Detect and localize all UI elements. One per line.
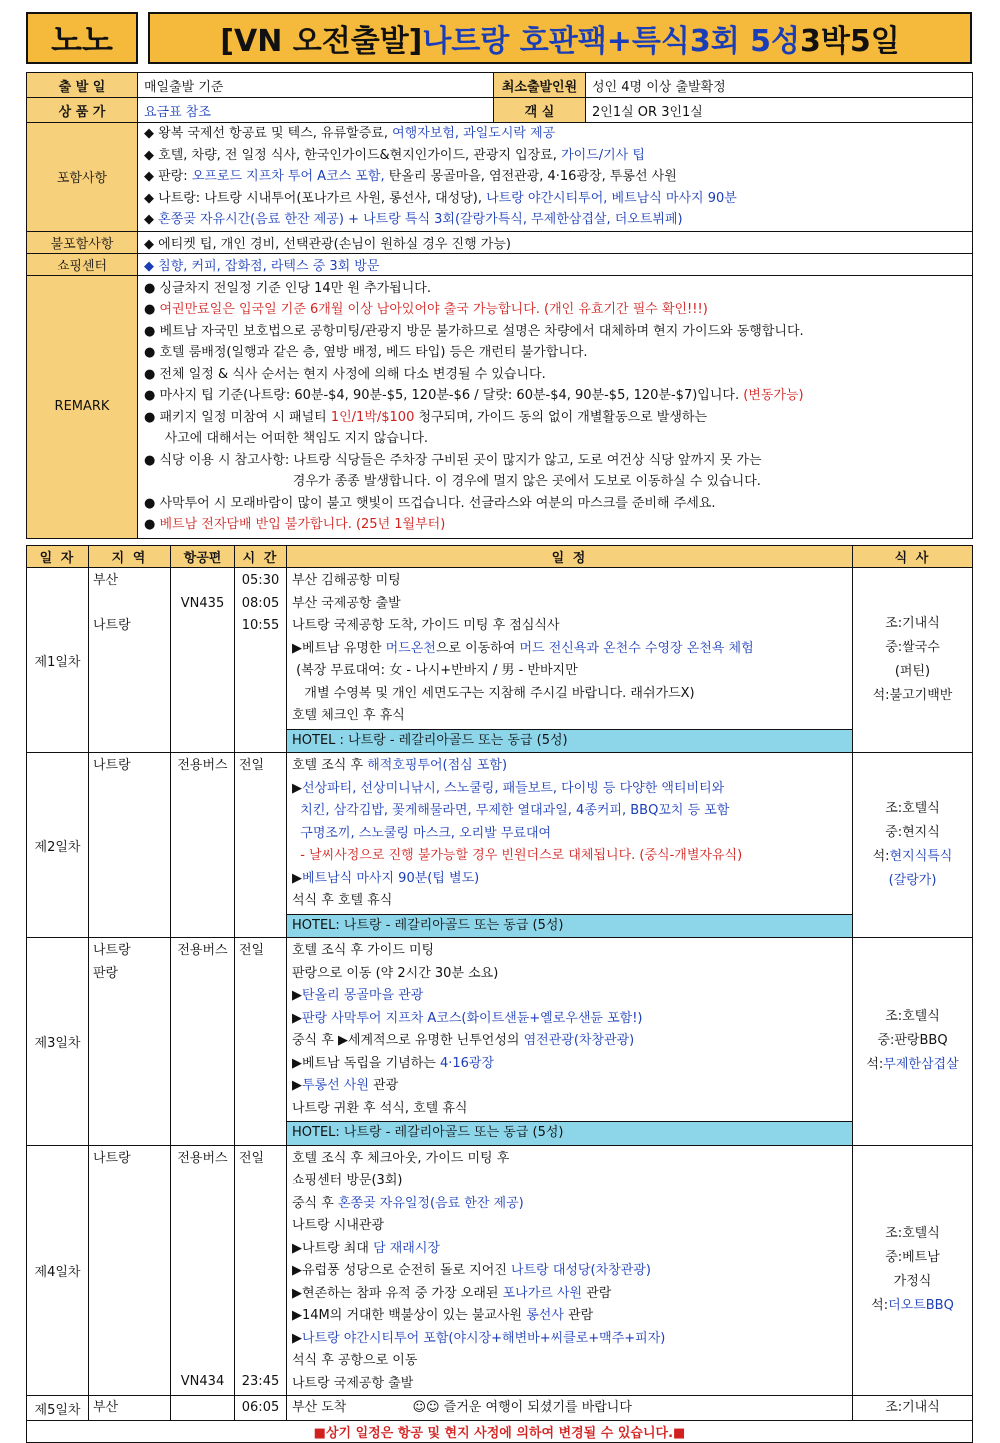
flight-cell [171,753,235,938]
include-line [144,166,966,188]
schedule-line [287,1238,852,1261]
meal-special: 현지식특식 [889,849,953,864]
schedule-highlight: 베트남식 마사지 90분(팁 별도) [302,870,480,886]
time-value: 전일 [239,758,265,773]
meal-line [853,1005,972,1029]
remark-text: ● 식당 이용 시 참고사항: 나트랑 식당들은 주차장 구비된 곳이 많지가 않고, 도로 여건상 식당 앞까지 못 가는 [144,452,762,468]
departure-row [27,73,973,98]
region-cell [89,753,171,938]
meal-text: 조:기내식 [885,616,940,631]
schedule-cell [287,938,853,1146]
meal-text: 조:호텔식 [885,801,940,816]
meal-line [853,1396,972,1420]
meal-text: 조:호텔식 [885,1226,940,1242]
schedule-line [287,1098,852,1121]
region-name [93,593,164,616]
meal-line [853,612,972,636]
remark-text: ● 호텔 룸배정(일행과 같은 층, 옆방 배정, 베드 타입) 등은 개런티 불가합니다. [144,345,588,360]
schedule-highlight: 혼쫑곶 자유일정(음료 한잔 제공) [337,1195,524,1211]
remark-line [144,450,966,472]
remark-line [144,407,966,429]
time-value: 전일 [239,1150,265,1166]
schedule-line [287,660,852,683]
schedule-highlight: 판랑 사막투어 지프차 A코스(화이트샌듄+옐로우샌듄 포함!) [302,1010,643,1026]
remark-line [144,278,966,300]
itinerary-header-row [27,546,973,568]
schedule-highlight: 치킨, 삼각김밥, 꽃게해물라면, 무제한 열대과일, 4종커피, BBQ꼬치 등 포함 [300,803,730,818]
remark-list [138,275,973,538]
schedule-highlight: 담 재래시장 [373,1240,440,1256]
meal-text: 중:쌀국수 [885,640,940,655]
flight-code [171,1397,234,1420]
remark-text: ● 마사지 팁 기준(나트랑: 60분-$4, 90분-$5, 120분-$6 / 달랏: 60분-$4, 90분-$5, 120분-$7)입니다. [144,388,744,403]
meal-line [853,845,972,869]
schedule-highlight: 롱선사 [526,1308,564,1323]
schedule-text: ▶유럽풍 성당으로 순전히 돌로 지어진 [292,1263,512,1278]
itinerary-row [27,753,973,938]
include-list [138,123,973,232]
meal-line [853,821,972,845]
meal-cell [853,753,973,938]
schedule-line [287,615,852,638]
schedule-line [287,1328,852,1351]
include-label: 포함사항 [27,123,138,232]
schedule-text: (복장 무료대여: 女 - 나시+반바지 / 男 - 반바지만 [292,663,578,678]
schedule-line [287,570,852,593]
hotel-bar: HOTEL: 나트랑 - 레갈리아골드 또는 동급 (5성) [287,914,852,938]
flight-cell [171,1145,235,1396]
meal-line [853,1029,972,1053]
remark-text: ● 패키지 일정 미참여 시 패널티 [144,409,331,425]
day-label: 제3일차 [27,938,89,1146]
time-value-return: 23:45 [241,1373,280,1389]
schedule-text: ▶ [292,870,302,886]
footer-row [27,1421,973,1443]
schedule-text: 석식 후 공항으로 이동 [292,1353,418,1368]
remark-line [144,342,966,364]
schedule-text: ▶ [292,1078,302,1093]
schedule-line [287,683,852,706]
meal-text: 석: [871,1298,889,1314]
schedule-text: ▶ [292,780,302,796]
col-schedule-header: 일 정 [287,546,853,568]
min-value: 성인 4명 이상 출발확정 [586,73,973,98]
time-value: 전일 [239,943,265,958]
day-label: 제4일차 [27,1145,89,1396]
schedule-text-mid: 관람 [563,1308,594,1323]
exclude-label: 불포함사항 [27,231,138,253]
remark-text: ● [144,517,160,532]
schedule-text: ▶ [292,1330,302,1346]
meal-text: 석: [872,849,890,864]
meal-text: 조:호텔식 [885,1009,940,1025]
schedule-highlight: 나트랑 대성당(차창관광) [511,1263,651,1278]
itinerary-table [26,545,973,1443]
hotel-bar: HOTEL : 나트랑 - 레갈리아골드 또는 동급 (5성) [287,729,852,753]
schedule-text: 나트랑 귀환 후 석식, 호텔 휴식 [292,1100,468,1116]
remark-line [144,321,966,343]
day-label: 제1일차 [27,568,89,753]
schedule-line [287,1305,852,1328]
remark-warning: 여권만료일은 입국일 기준 6개월 이상 남아있어야 출국 가능합니다. (개인 유효기간 필수 확인!!!) [159,302,708,317]
remark-line [144,428,966,450]
price-label: 상 품 가 [27,98,138,123]
meal-cell [853,1396,973,1421]
exclude-row [27,231,973,253]
title-suffix: 3박5일 [799,24,900,59]
time-value: 10:55 [241,618,280,633]
meal-cell [853,938,973,1146]
meal-text: 중:현지식 [885,825,940,840]
meal-line [853,684,972,708]
meal-text: 중:판랑BBQ [877,1033,948,1049]
meal-text: 중:베트남 [885,1250,940,1266]
min-label: 최소출발인원 [494,73,586,98]
schedule-text: 쇼핑센터 방문(3회) [292,1173,403,1188]
remark-row [27,275,973,538]
remark-warning: 베트남 전자담배 반입 불가합니다. (25년 1월부터) [159,517,446,532]
schedule-text: 나트랑 국제공항 도착, 가이드 미팅 후 점심식사 [292,618,560,633]
schedule-highlight-tail: 머드 전신욕과 온천수 수영장 온천욕 체험 [519,640,754,656]
schedule-line [287,1350,852,1373]
hotel-bar: HOTEL: 나트랑 - 레갈리아골드 또는 동급 (5성) [287,1121,852,1145]
include-line [144,145,966,167]
schedule-text: 중식 후 ▶세계적으로 유명한 닌투언성의 [292,1033,524,1048]
title-highlight: 나트랑 호판팩+특식3회 5성 [422,24,800,59]
time-value: 05:30 [241,573,280,588]
schedule-line [287,1170,852,1193]
room-label: 객 실 [494,98,586,123]
region-name: 나트랑 [93,943,131,958]
flight-code: 전용버스 [177,758,228,773]
schedule-text-mid: - 날씨사정으로 진행 불가능할 경우 빈원더스로 대체됩니다. (중식-개별자유식) [300,848,743,863]
shop-label: 쇼핑센터 [27,253,138,275]
include-highlight: 여행자보험, 과일도시락 제공 [392,126,556,141]
time-cell [235,938,287,1146]
schedule-line [287,1397,852,1420]
remark-line [144,514,966,536]
header [26,12,972,64]
remark-text: ● 전체 일정 & 식사 순서는 현지 사정에 의해 다소 변경될 수 있습니다. [144,366,546,382]
schedule-text: 부산 도착 ☺☺ 즐거운 여행이 되셨기를 바랍니다 [292,1399,632,1415]
remark-line [144,299,966,321]
region-name: 나트랑 [93,758,131,773]
schedule-highlight: 4·16광장 [439,1055,495,1071]
col-meal-header: 식 사 [853,546,973,568]
departure-value: 매일출발 기준 [138,73,494,98]
departure-label: 출 발 일 [27,73,138,98]
remark-line [144,471,966,493]
schedule-highlight: 선상파티, 선상미니낚시, 스노쿨링, 패들보트, 다이빙 등 다양한 액티비티와 [302,780,725,796]
meal-special: 무제한삼겹살 [883,1057,959,1073]
schedule-highlight: 투롱선 사원 [302,1078,369,1093]
schedule-text-mid: 관광 [368,1078,399,1093]
schedule-text: ▶현존하는 참파 유적 중 가장 오래된 [292,1285,503,1301]
time-cell [235,568,287,753]
info-table [26,72,973,539]
brand-badge: 노노 [26,12,138,64]
schedule-highlight: 머드온천 [385,640,436,656]
remark-warning: (변동가능) [743,388,804,403]
schedule-line [287,1260,852,1283]
schedule-highlight: 포나가르 사원 [502,1285,583,1301]
include-line [144,188,966,210]
include-text: ◆ 호텔, 차량, 전 일정 식사, 한국인가이드&현지인가이드, 관광지 입장료, [144,147,562,163]
meal-text: 조:기내식 [885,1400,940,1415]
itinerary-row [27,938,973,1146]
itinerary-row [27,1396,973,1421]
include-text: ◆ 왕복 국제선 항공료 및 텍스, 유류할증료, [144,126,393,141]
region-name: 판랑 [93,965,119,981]
schedule-line [287,1053,852,1076]
time-value: 08:05 [241,595,280,611]
schedule-line [287,963,852,986]
remark-text: ● [144,302,160,317]
meal-line [853,1294,972,1318]
include-text: ◆ [144,212,159,227]
schedule-line [287,1008,852,1031]
schedule-highlight: 해적호핑투어(점심 포함) [367,758,508,773]
title-prefix: [VN 오전출발] [220,24,423,59]
remark-line [144,493,966,515]
region-name: 부산 [93,573,119,588]
schedule-text-mid: 관람 [582,1285,612,1301]
flight-code: 전용버스 [177,943,228,958]
meal-line [853,1053,972,1077]
schedule-cell [287,1145,853,1396]
schedule-text: 중식 후 [292,1195,338,1211]
remark-text: ● 사막투어 시 모래바람이 많이 불고 햇빛이 뜨겁습니다. 선글라스와 여분의 마스크를 준비해 주세요. [144,495,716,511]
flight-cell [171,1396,235,1421]
schedule-line [287,1148,852,1171]
schedule-highlight: 염전관광(차창관광) [523,1033,635,1048]
time-cell [235,1145,287,1396]
time-value: 06:05 [241,1399,280,1415]
schedule-line [287,705,852,728]
schedule-line [287,800,852,823]
schedule-cell [287,1396,853,1421]
itinerary-row [27,568,973,753]
schedule-line [287,593,852,616]
schedule-line [287,1030,852,1053]
region-cell [89,568,171,753]
schedule-line [287,778,852,801]
price-value: 요금표 참조 [138,98,494,123]
meal-special: (갈랑가) [888,873,937,888]
schedule-text: 호텔 조식 후 가이드 미팅 [292,943,435,958]
flight-code-return: VN434 [180,1373,225,1389]
meal-line [853,660,972,684]
remark-text: ● 베트남 자국민 보호법으로 공항미팅/관광지 방문 불가하므로 설명은 차량에서 대체하며 현지 가이드와 동행합니다. [144,323,804,339]
time-cell [235,1396,287,1421]
schedule-line [287,845,852,868]
schedule-text: 호텔 체크인 후 휴식 [292,708,405,723]
remark-label: REMARK [27,275,138,538]
schedule-cell [287,753,853,938]
schedule-text: 호텔 조식 후 [292,758,368,773]
include-line [144,123,966,145]
include-text: ◆ 판랑: [144,169,192,184]
schedule-highlight: 구명조끼, 스노쿨링 마스크, 오리발 무료대여 [300,825,552,841]
schedule-text: 부산 국제공항 출발 [292,595,401,611]
schedule-text: ▶베트남 유명한 [292,640,386,656]
region-name: 부산 [93,1399,119,1415]
schedule-highlight: 나트랑 야간시티투어 포함(야시장+해변바+씨클로+맥주+피자) [302,1330,666,1346]
schedule-line [287,985,852,1008]
col-flight-header: 항공편 [171,546,235,568]
itinerary-row [27,1145,973,1396]
schedule-text-mid: 으로 이동하여 [435,640,520,656]
day-label: 제2일차 [27,753,89,938]
region-cell [89,938,171,1146]
schedule-cell [287,568,853,753]
schedule-text: 개별 수영복 및 개인 세면도구는 지참해 주시길 바랍니다. 래쉬가드X) [292,685,695,701]
schedule-line [287,638,852,661]
meal-text: 석:불고기백반 [872,688,953,703]
flight-code: 전용버스 [177,1150,228,1166]
remark-text-tail: 청구되며, 가이드 동의 없이 개별활동으로 발생하는 [414,409,708,425]
shop-value: ◆ 침향, 커피, 잡화점, 라텍스 중 3회 방문 [138,253,973,275]
schedule-text: ▶나트랑 최대 [292,1240,374,1256]
region-name: 나트랑 [93,618,131,633]
schedule-line [287,868,852,891]
room-value: 2인1실 OR 3인1실 [586,98,973,123]
region-cell [89,1396,171,1421]
footer-note: ■상기 일정은 항공 및 현지 사정에 의하여 변경될 수 있습니다.■ [27,1421,973,1443]
schedule-line [287,1373,852,1396]
schedule-text: ▶베트남 독립을 기념하는 [292,1055,440,1071]
remark-warning: 1인/1박/$100 [330,409,415,425]
schedule-line [287,1075,852,1098]
meal-cell [853,568,973,753]
page-title [148,12,972,64]
include-row [27,123,973,232]
include-highlight: 오프로드 지프차 투어 A코스 포함, [191,169,385,184]
remark-line [144,385,966,407]
schedule-text: 판랑으로 이동 (약 2시간 30분 소요) [292,965,499,981]
schedule-text: 나트랑 시내관광 [292,1218,385,1233]
schedule-line [287,1283,852,1306]
schedule-line [287,1193,852,1216]
remark-line [144,364,966,386]
meal-line [853,869,972,893]
remark-text: 경우가 종종 발생합니다. 이 경우에 멀지 않은 곳에서 도보로 이동하실 수 있습니다. [144,474,761,489]
include-highlight: 가이드/기사 팁 [561,147,645,163]
meal-cell [853,1145,973,1396]
schedule-text: ▶ [292,1010,302,1026]
meal-text: 가정식 [893,1274,932,1290]
include-text: ◆ 나트랑: 나트랑 시내투어(포나가르 사원, 롱선사, 대성당), [144,190,487,206]
include-highlight: 나트랑 야간시티투어, 베트남식 마사지 90분 [486,190,737,206]
region-cell [89,1145,171,1396]
schedule-line [287,755,852,778]
col-region-header: 지 역 [89,546,171,568]
meal-line [853,1270,972,1294]
schedule-text: 부산 김해공항 미팅 [292,573,401,588]
remark-text: 사고에 대해서는 어떠한 책임도 지지 않습니다. [144,431,429,446]
schedule-text: ▶14M의 거대한 백불상이 있는 불교사원 [292,1308,527,1323]
exclude-value: ◆ 에티켓 팁, 개인 경비, 선택관광(손님이 원하실 경우 진행 가능) [138,231,973,253]
include-line [144,209,966,231]
schedule-highlight: 탄올리 몽골마을 관광 [302,988,424,1003]
meal-line [853,636,972,660]
meal-line [853,797,972,821]
schedule-line [287,940,852,963]
price-row [27,98,973,123]
schedule-line [287,823,852,846]
col-day-header: 일 자 [27,546,89,568]
time-cell [235,753,287,938]
meal-line [853,1246,972,1270]
meal-line [853,1222,972,1246]
flight-code [171,570,234,593]
include-highlight: 혼쫑곶 자유시간(음료 한잔 제공) + 나트랑 특식 3회(갈랑가특식, 무제한삼겹살, 더오트뷔페) [158,212,683,227]
include-text-tail: 탄올리 몽골마을, 염전관광, 4·16광장, 투롱선 사원 [384,169,677,184]
shop-row [27,253,973,275]
region-name: 나트랑 [93,1150,131,1166]
schedule-text: 나트랑 국제공항 출발 [292,1375,414,1391]
col-time-header: 시 간 [235,546,287,568]
day-label: 제5일차 [27,1396,89,1421]
meal-text: 석: [866,1057,884,1073]
meal-special: 더오트BBQ [888,1298,954,1314]
flight-code: VN435 [180,595,225,611]
schedule-text: ▶ [292,988,302,1003]
schedule-line [287,890,852,913]
meal-text: (퍼틴) [894,664,931,679]
schedule-text: 석식 후 호텔 휴식 [292,893,393,908]
schedule-line [287,1215,852,1238]
remark-text: ● 싱글차지 전일정 기준 인당 14만 원 추가됩니다. [144,280,431,296]
flight-cell [171,568,235,753]
schedule-text: 호텔 조식 후 체크아웃, 가이드 미팅 후 [292,1150,510,1166]
flight-cell [171,938,235,1146]
